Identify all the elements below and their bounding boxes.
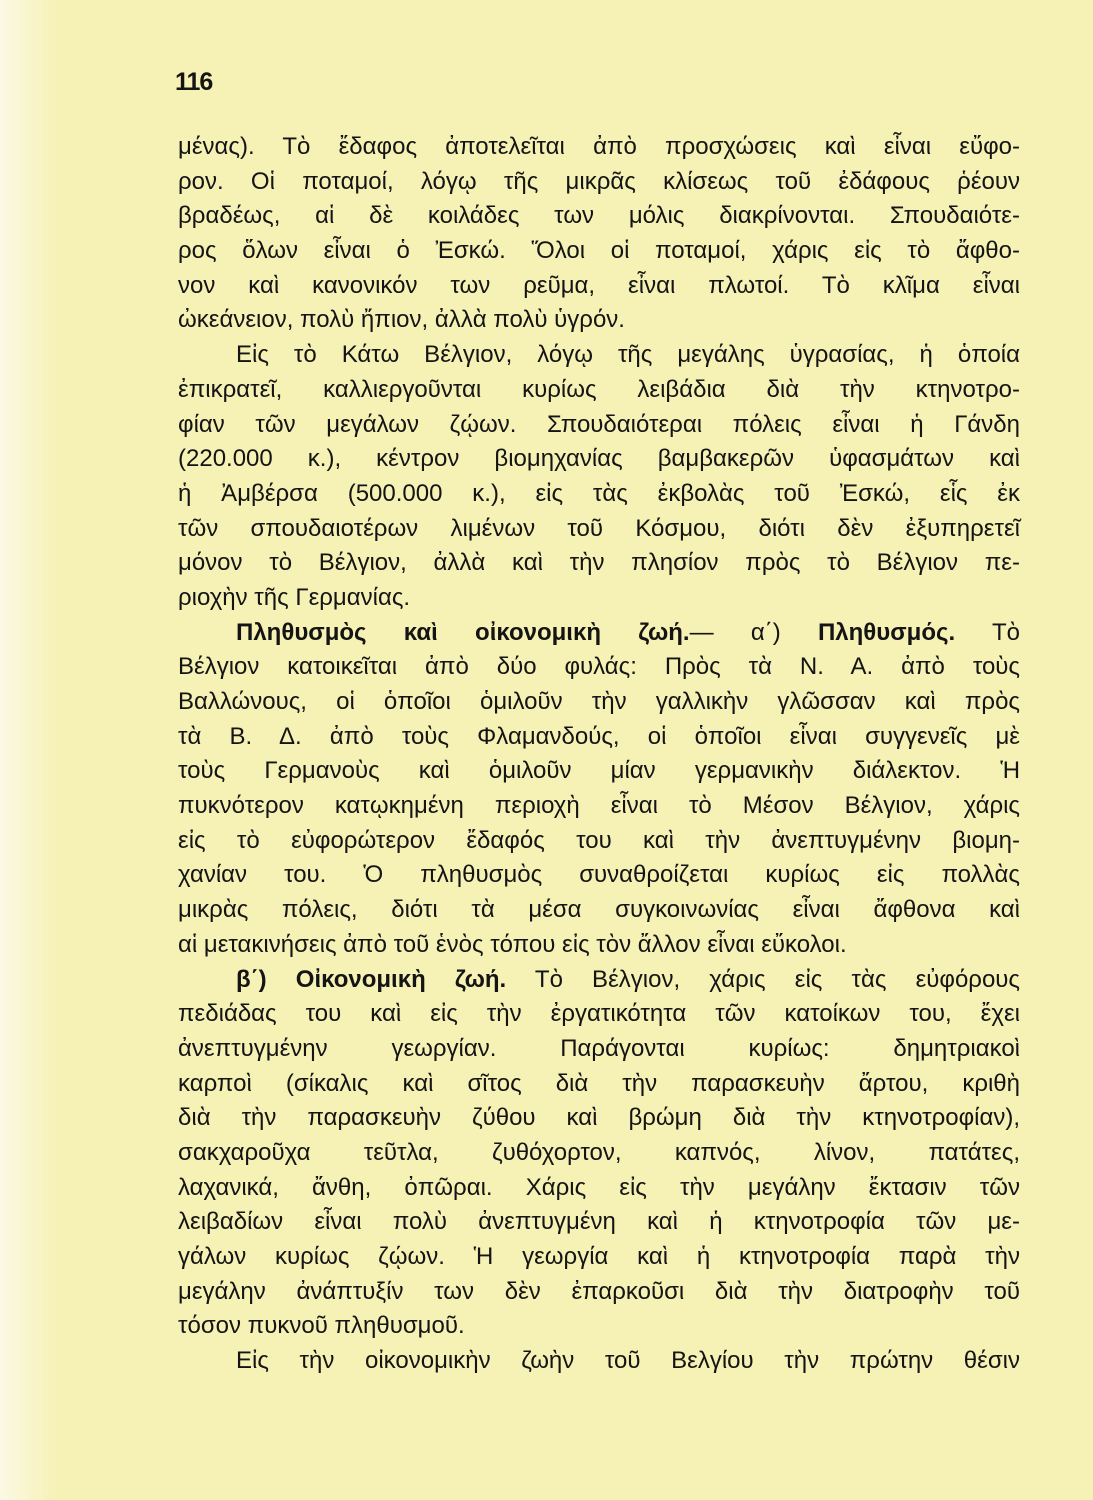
text-line xyxy=(178,1240,1020,1275)
text-run: ἡ Ἀμβέρσα (500.000 κ.), εἰς τὰς ἐκβολὰς τοῦ Ἐσκώ, εἷς ἐκ xyxy=(178,479,1020,507)
text-line xyxy=(178,893,1020,928)
text-line xyxy=(178,581,1020,616)
text-line xyxy=(178,1205,1020,1240)
page-number: 116 xyxy=(175,68,213,96)
text-run: μόνον τὸ Βέλγιον, ἀλλὰ καὶ τὴν πλησίον πρὸς τὸ Βέλγιον πε- xyxy=(178,549,1020,577)
text-run: πεδιάδας του καὶ εἰς τὴν ἐργατικότητα τῶν κατοίκων του, ἔχει xyxy=(178,1000,1020,1028)
text-run: Τὸ xyxy=(955,618,1020,646)
text-run: νον καὶ κανονικόν των ρεῦμα, εἶναι πλωτοί. Τὸ κλῖμα εἶναι xyxy=(178,271,1020,299)
text-line xyxy=(178,1309,1020,1344)
paragraph xyxy=(178,130,1020,338)
text-run: βραδέως, αἱ δὲ κοιλάδες των μόλις διακρίνονται. Σπουδαιότε- xyxy=(178,202,1020,230)
paragraph xyxy=(178,616,1020,963)
text-line xyxy=(178,650,1020,685)
text-line xyxy=(178,477,1020,512)
text-run: (220.000 κ.), κέντρον βιομηχανίας βαμβακερῶν ὑφασμάτων καὶ xyxy=(178,445,1020,473)
text-line xyxy=(178,338,1020,373)
text-run: ἀνεπτυγμένην γεωργίαν. Παράγονται κυρίως: δημητριακοὶ xyxy=(178,1034,1020,1062)
page-edge xyxy=(0,0,60,1500)
text-run: Βέλγιον κατοικεῖται ἀπὸ δύο φυλάς: Πρὸς τὰ Ν. Α. ἀπὸ τοὺς xyxy=(178,653,1020,681)
text-run: αἱ μετακινήσεις ἀπὸ τοῦ ἑνὸς τόπου εἰς τὸν ἄλλον εἶναι εὔκολοι. xyxy=(178,930,847,958)
text-line xyxy=(178,373,1020,408)
text-run: Εἰς τὴν οἰκονομικὴν ζωὴν τοῦ Βελγίου τὴν πρώτην θέσιν xyxy=(236,1347,1020,1375)
text-run: τὰ Β. Δ. ἀπὸ τοὺς Φλαμανδούς, οἱ ὁποῖοι εἶναι συγγενεῖς μὲ xyxy=(178,722,1020,750)
text-line xyxy=(178,616,1020,651)
text-line xyxy=(178,720,1020,755)
text-line xyxy=(178,234,1020,269)
text-run: τοὺς Γερμανοὺς καὶ ὁμιλοῦν μίαν γερμανικὴν διάλεκτον. Ἡ xyxy=(178,757,1020,785)
text-run: ρον. Οἱ ποταμοί, λόγῳ τῆς μικρᾶς κλίσεως τοῦ ἐδάφους ῥέουν xyxy=(178,167,1020,195)
text-line xyxy=(178,1171,1020,1206)
text-run: μένας). Τὸ ἔδαφος ἀποτελεῖται ἀπὸ προσχώσεις καὶ εἶναι εὔφο- xyxy=(178,133,1020,160)
text-run: λειβαδίων εἶναι πολὺ ἀνεπτυγμένη καὶ ἡ κτηνοτροφία τῶν με- xyxy=(178,1208,1020,1236)
text-run: φίαν τῶν μεγάλων ζῴων. Σπουδαιότεραι πόλεις εἶναι ἡ Γάνδη xyxy=(178,410,1020,438)
text-line xyxy=(178,1032,1020,1067)
text-line xyxy=(178,685,1020,720)
text-run: Εἰς τὸ Κάτω Βέλγιον, λόγῳ τῆς μεγάλης ὑγρασίας, ἡ ὁποία xyxy=(236,341,1020,369)
text-run: εἰς τὸ εὐφορώτερον ἔδαφός του καὶ τὴν ἀνεπτυγμένην βιομη- xyxy=(178,826,1020,854)
text-line xyxy=(178,824,1020,859)
text-line xyxy=(178,130,1020,165)
paragraph xyxy=(178,963,1020,1345)
text-line xyxy=(178,858,1020,893)
text-run: τόσον πυκνοῦ πληθυσμοῦ. xyxy=(178,1312,465,1340)
text-run: σακχαροῦχα τεῦτλα, ζυθόχορτον, καπνός, λίνον, πατάτες, xyxy=(178,1138,1020,1166)
text-run: τῶν σπουδαιοτέρων λιμένων τοῦ Κόσμου, διότι δὲν ἐξυπηρετεῖ xyxy=(178,514,1020,542)
bold-heading: Πληθυσμὸς καὶ οἰκονομικὴ ζωή. xyxy=(236,618,690,646)
text-run: μεγάλην ἀνάπτυξίν των δὲν ἐπαρκοῦσι διὰ τὴν διατροφὴν τοῦ xyxy=(178,1277,1020,1305)
text-run: Βαλλώνους, οἱ ὁποῖοι ὁμιλοῦν τὴν γαλλικὴν γλῶσσαν καὶ πρὸς xyxy=(178,688,1020,715)
text-run: γάλων κυρίως ζῴων. Ἡ γεωργία καὶ ἡ κτηνοτροφία παρὰ τὴν xyxy=(178,1243,1020,1270)
text-line xyxy=(178,442,1020,477)
text-run: ὠκεάνειον, πολὺ ἤπιον, ἀλλὰ πολὺ ὑγρόν. xyxy=(178,306,625,334)
text-run: λαχανικά, ἄνθη, ὀπῶραι. Χάρις εἰς τὴν μεγάλην ἔκτασιν τῶν xyxy=(178,1173,1020,1201)
text-line xyxy=(178,269,1020,304)
text-line xyxy=(178,754,1020,789)
text-line xyxy=(178,963,1020,998)
text-line xyxy=(178,928,1020,963)
text-line xyxy=(178,1067,1020,1102)
text-run: πυκνότερον κατῳκημένη περιοχὴ εἶναι τὸ Μέσον Βέλγιον, χάρις xyxy=(178,792,1020,820)
text-line xyxy=(178,165,1020,200)
text-line xyxy=(178,789,1020,824)
text-line xyxy=(178,1101,1020,1136)
text-run: ριοχὴν τῆς Γερμανίας. xyxy=(178,583,411,611)
text-run: διὰ τὴν παρασκευὴν ζύθου καὶ βρώμη διὰ τὴν κτηνοτροφίαν), xyxy=(178,1104,1020,1132)
text-line xyxy=(178,1344,1020,1379)
text-line xyxy=(178,408,1020,443)
text-line xyxy=(178,303,1020,338)
text-run: ἐπικρατεῖ, καλλιεργοῦνται κυρίως λειβάδια διὰ τὴν κτηνοτρο- xyxy=(178,375,1020,403)
text-run: χανίαν του. Ὁ πληθυσμὸς συναθροίζεται κυρίως εἰς πολλὰς xyxy=(178,861,1020,889)
text-line xyxy=(178,546,1020,581)
text-line xyxy=(178,1136,1020,1171)
bold-heading: β΄) Οἰκονομικὴ ζωή. xyxy=(236,965,507,993)
text-line xyxy=(178,1275,1020,1310)
text-line xyxy=(178,199,1020,234)
paragraph xyxy=(178,338,1020,616)
text-run: ρος ὅλων εἶναι ὁ Ἐσκώ. Ὅλοι οἱ ποταμοί, χάρις εἰς τὸ ἄφθο- xyxy=(178,237,1020,265)
text-run: — α΄) xyxy=(689,618,818,646)
text-run: Τὸ Βέλγιον, χάρις εἰς τὰς εὐφόρους xyxy=(506,965,1020,993)
body-text xyxy=(178,130,1020,1379)
bold-heading: Πληθυσμός. xyxy=(817,618,956,646)
paragraph xyxy=(178,1344,1020,1379)
text-run: μικρὰς πόλεις, διότι τὰ μέσα συγκοινωνίας εἶναι ἄφθονα καὶ xyxy=(178,896,1020,924)
text-run: καρποὶ (σίκαλις καὶ σῖτος διὰ τὴν παρασκευὴν ἄρτου, κριθὴ xyxy=(178,1069,1020,1097)
text-line xyxy=(178,997,1020,1032)
text-line xyxy=(178,512,1020,547)
